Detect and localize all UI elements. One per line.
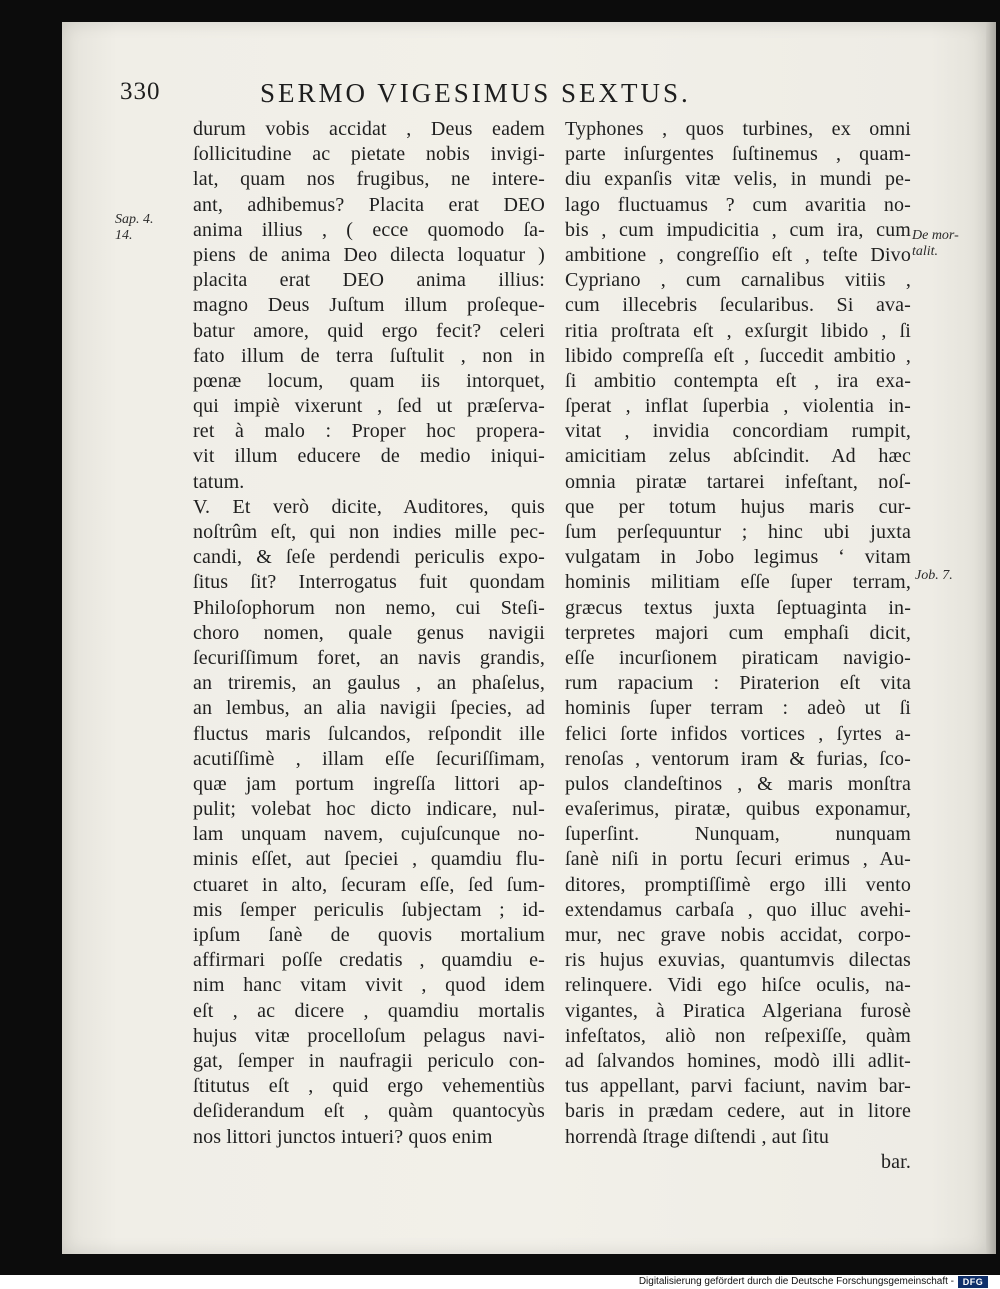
text-line: ctuaret in alto, ſecuram eſſe, ſed ſum- [193,873,545,896]
text-line: amicitiam zelus abſcindit. Ad hæc [565,445,911,468]
text-line: ad ſalvandos homines, modò illi adlit- [565,1049,911,1072]
text-line: terpretes majori cum emphaſi dicit, [565,621,911,644]
text-line: vitat , invidia concordiam rumpit, [565,420,911,443]
text-line: vigantes, à Piratica Algeriana furosè [565,999,911,1022]
margin-note-line: Sap. 4. [115,212,154,227]
text-line: fluctus maris ſulcandos, reſpondit ille [193,722,545,745]
text-line: durum vobis accidat , Deus eadem [193,118,545,140]
text-line: ris hujus exuvias, quantumvis dilectas [565,949,911,972]
text-line: libido compreſſa eſt , ſuccedit ambitio , [565,344,911,367]
text-line: acutiſſimè , illam eſſe ſecuriſſimam, [193,747,545,770]
text-line: græcus textus juxta ſeptuaginta in- [565,596,911,619]
text-line: ſitus ſit? Interrogatus fuit quondam [193,571,545,594]
text-line: anima illius , ( ecce quomodo ſa- [193,218,545,241]
text-line: batur amore, quid ergo fecit? celeri [193,319,545,342]
text-line: ipſum ſanè de quovis mortalium [193,924,545,946]
margin-note-line: talit. [912,244,939,259]
text-line: pœnæ locum, quam iis intorquet, [193,369,545,392]
text-line: ambitione , congreſſio eſt , teſte Divo [565,243,911,266]
page-number: 330 [120,78,161,105]
text-line: qui impiè vixerunt , ſed ut præſerva- [193,395,545,418]
text-line: affirmari poſſe credatis , quamdiu e- [193,949,545,972]
text-line: quæ jam portum ingreſſa littori ap- [193,772,545,795]
text-line: V. Et verò dicite, Auditores, quis [193,495,545,518]
text-line: Typhones , quos turbines, ex omni [565,118,911,140]
page-edge [986,22,996,1254]
text-line: ſperat , inflat ſuperbia , violentia in- [565,395,911,418]
text-line: ſecuriſſimum foret, an navis grandis, [193,646,545,669]
text-line: bar. [880,1150,911,1173]
text-line: extendamus carbaſa , quo illuc avehi- [565,898,911,921]
text-line: an lembus, an alia navigii ſpecies, ad [193,697,545,720]
text-line: pulit; volebat hoc dicto indicare, nul- [193,798,545,821]
text-line: gat, ſemper in naufragii periculo con- [193,1049,545,1072]
text-line: ritia proſtrata eſt , exſurgit libido , ſi [565,319,911,342]
text-line: ant, adhibemus? Placita erat DEO [193,193,545,216]
text-line: an triremis, an gaulus , an phaſelus, [193,672,545,695]
text-line: ret à malo : Proper hoc propera- [193,420,545,443]
text-line: ſuperſint. Nunquam, nunquam [565,823,911,846]
text-line: fato illum de terra ſuſtulit , non in [193,344,545,367]
text-line: pulos clandeſtinos , & maris monſtra [565,772,911,795]
margin-note-line: Job. 7. [915,568,953,583]
running-head [120,78,840,112]
text-line: minis eſſet, aut ſpeciei , quamdiu flu- [193,848,545,871]
text-line: relinquere. Vidi ego hiſce oculis, na- [565,974,911,997]
text-line: eſt , ac dicere , quamdiu mortalis [193,999,545,1022]
text-line: vit illum educere de medio iniqui- [193,445,545,468]
text-line: eſſe incurſionem piraticam navigio- [565,646,911,669]
text-line: lat, quam nos frugibus, ne intere- [193,168,545,191]
text-line: ſanè niſi in portu ſecuri erimus , Au- [565,848,911,871]
text-line: rum rapacium : Piraterion eſt vita [565,672,911,695]
text-line: ſtitutus eſt , quid ergo vehementiùs [193,1075,545,1098]
text-line: horrendà ſtrage diſtendi , aut ſitu [565,1125,830,1148]
running-title: SERMO VIGESIMUS SEXTUS. [260,78,691,108]
margin-note-left [115,212,154,244]
text-line: ditores, promptiſſimè ergo illi vento [565,873,911,896]
text-line: infeſtatos, aliò non reſpexiſſe, quàm [565,1024,911,1047]
text-line: noſtrûm eſt, qui non indies mille pec- [193,521,545,543]
text-line: tatum. [193,470,245,493]
margin-note-right-job [915,568,953,584]
text-line: que per totum hujus maris cur- [565,495,911,518]
text-line: lago fluctuamus ? cum avaritia no- [565,193,911,216]
text-line: vulgatam in Jobo legimus ‘ vitam [565,546,911,569]
margin-note-right-demortalit [912,228,959,260]
text-line: candi, & ſeſe perdendi periculis expo- [193,546,545,569]
left-text-column [193,117,545,1150]
text-line: Philoſophorum non nemo, cui Steſi- [193,596,545,619]
text-line: bis , cum impudicitia , cum ira, cum [565,218,911,241]
dfg-logo: DFG [958,1276,988,1288]
text-line: piens de anima Deo dilecta loquatur ) [193,243,545,266]
text-line: lam unquam navem, cujuſcunque no- [193,823,545,846]
text-line: placita erat DEO anima illius: [193,269,545,292]
text-line: Cypriano , cum carnalibus vitiis , [565,269,911,292]
text-line: felici ſorte infidos vortices , ſyrtes a- [565,722,911,745]
margin-note-line: De mor- [912,228,959,243]
text-line: hujus vitæ procelloſum pelagus navi- [193,1024,545,1047]
footer-credit: Digitalisierung gefördert durch die Deutsche Forschungsgemeinschaft - [638,1276,954,1287]
text-line: evaſerimus, piratæ, quibus exponamur, [565,798,911,821]
text-line: renoſas , ventorum iram & furias, ſco- [565,747,911,770]
text-line: nim hanc vitam vivit , quod idem [193,974,545,997]
text-line: cum illecebris ſecularibus. Si ava- [565,294,911,317]
text-line: magno Deus Juſtum illum proſeque- [193,294,545,317]
text-line: ſollicitudine ac pietate nobis invigi- [193,143,545,166]
text-line: baris in prædam cedere, aut in litore [565,1100,911,1123]
text-line: omnia piratæ tartarei infeſtant, noſ- [565,470,911,493]
text-line: choro nomen, quale genus navigii [193,621,545,644]
text-line: hominis ſuper terram : adeò ut ſi [565,697,911,720]
text-line: ſi ambitio contempta eſt , ira exa- [565,369,911,392]
text-line: deſiderandum eſt , quàm quantocyùs [193,1100,545,1123]
margin-note-line: 14. [115,228,133,243]
text-line: diu expanſis vitæ velis, in mundi pe- [565,168,911,191]
text-line: parte inſurgentes ſuſtinemus , quam- [565,143,911,166]
text-line: mur, nec grave nobis accidat, corpo- [565,924,911,946]
text-line: nos littori junctos intueri? quos enim [193,1125,493,1148]
text-line: tus appellant, parvi faciunt, navim bar- [565,1075,911,1098]
text-line: ſum perſequuntur ; hinc ubi juxta [565,521,911,543]
text-line: hominis militiam eſſe ſuper terram, [565,571,911,594]
text-line: mis ſemper periculis ſubjectam ; id- [193,898,545,921]
right-text-column [565,117,911,1175]
